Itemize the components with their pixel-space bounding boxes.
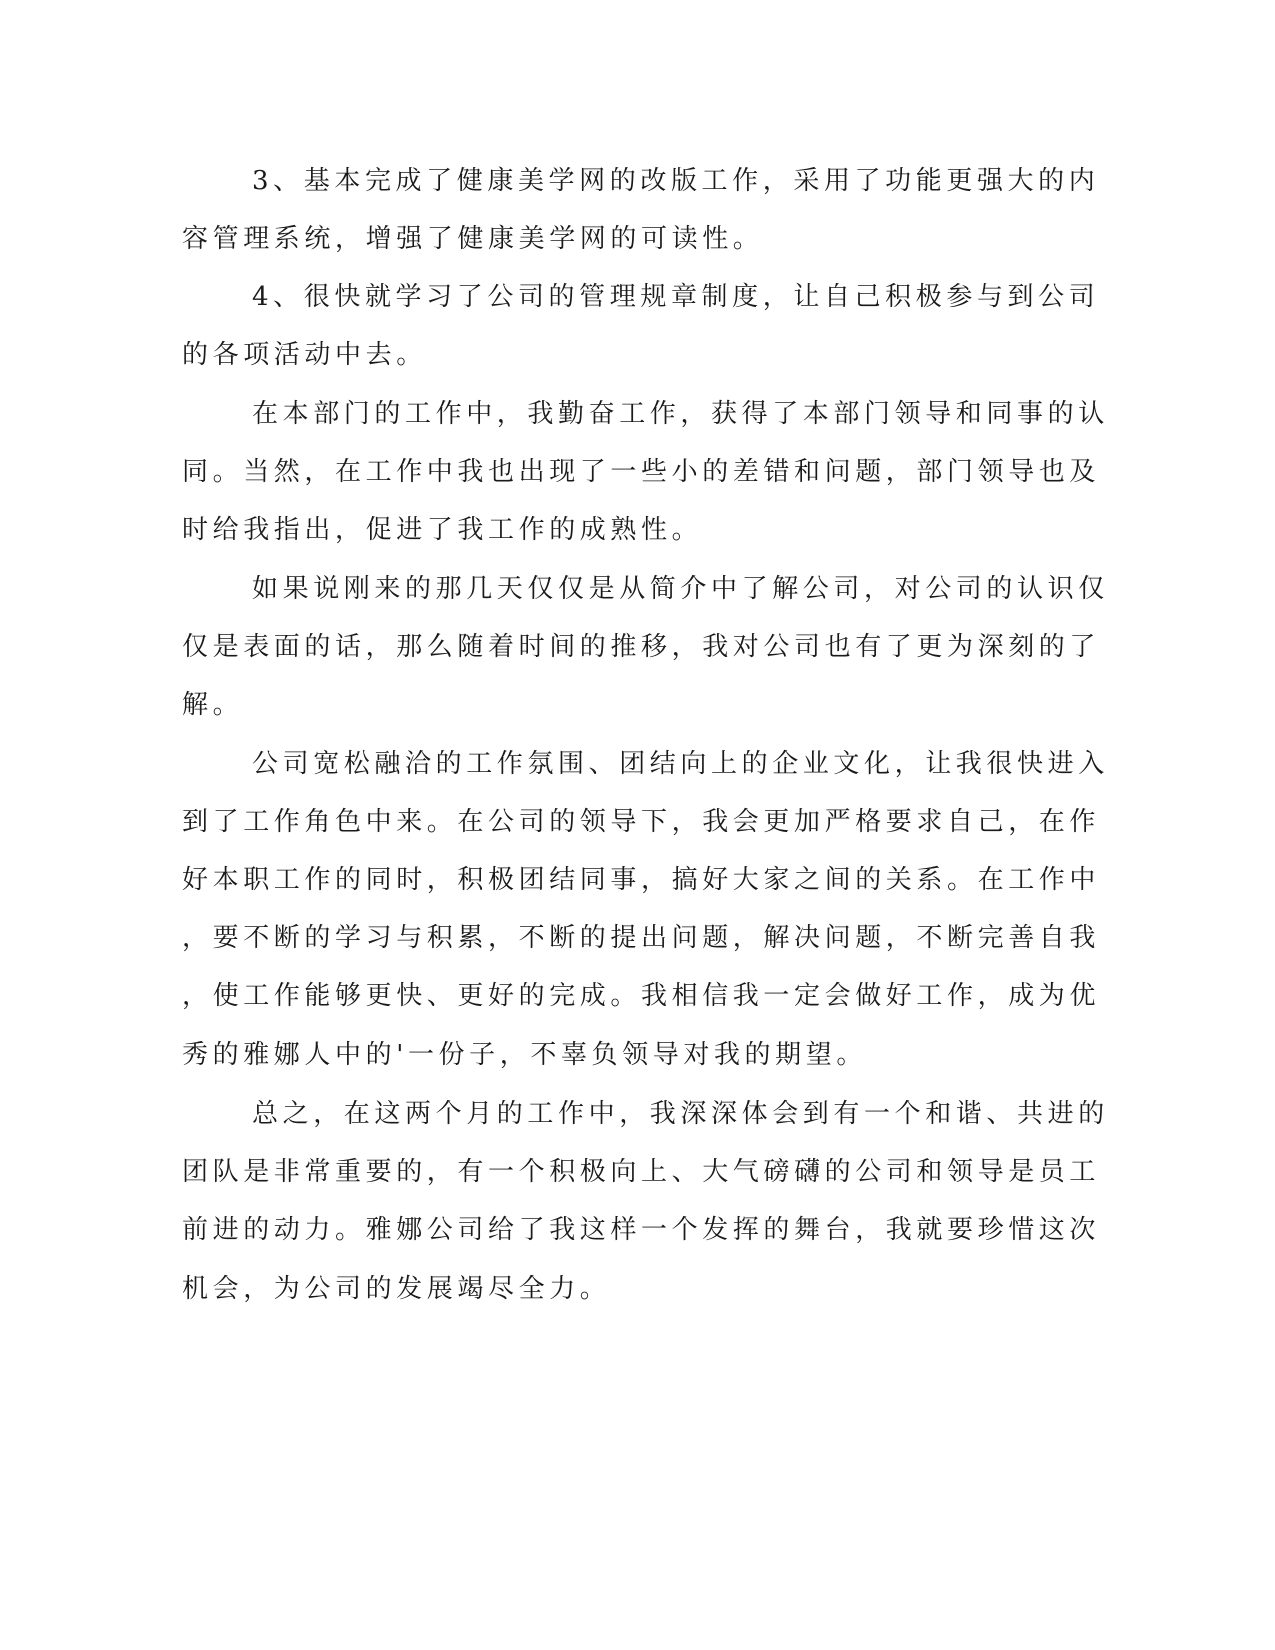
paragraph-5-line-5: ，使工作能够更快、更好的完成。我相信我一定会做好工作，成为优 xyxy=(182,981,1101,1011)
paragraph-5-line-4: ，要不断的学习与积累，不断的提出问题，解决问题，不断完善自我 xyxy=(182,923,1101,953)
paragraph-5-line-3: 好本职工作的同时，积极团结同事，搞好大家之间的关系。在工作中 xyxy=(182,865,1101,895)
paragraph-1-line-2: 容管理系统，增强了健康美学网的可读性。 xyxy=(182,224,764,254)
paragraph-2-line-2: 的各项活动中去。 xyxy=(182,340,427,370)
paragraph-3-line-2: 同。当然，在工作中我也出现了一些小的差错和问题，部门领导也及 xyxy=(182,457,1101,487)
paragraph-5-line-2: 到了工作角色中来。在公司的领导下，我会更加严格要求自己，在作 xyxy=(182,807,1101,837)
paragraph-2-line-1: 4、很快就学习了公司的管理规章制度，让自己积极参与到公司 xyxy=(252,282,1100,312)
paragraph-5-line-6: 秀的雅娜人中的'一份子，不辜负领导对我的期望。 xyxy=(182,1040,867,1070)
paragraph-4-line-1: 如果说刚来的那几天仅仅是从简介中了解公司，对公司的认识仅 xyxy=(252,574,1109,604)
paragraph-6-line-1: 总之，在这两个月的工作中，我深深体会到有一个和谐、共进的 xyxy=(252,1099,1109,1129)
paragraph-3-line-1: 在本部门的工作中，我勤奋工作，获得了本部门领导和同事的认 xyxy=(252,399,1109,429)
paragraph-6-line-3: 前进的动力。雅娜公司给了我这样一个发挥的舞台，我就要珍惜这次 xyxy=(182,1215,1101,1245)
paragraph-6-line-2: 团队是非常重要的，有一个积极向上、大气磅礴的公司和领导是员工 xyxy=(182,1157,1101,1187)
paragraph-4-line-2: 仅是表面的话，那么随着时间的推移，我对公司也有了更为深刻的了 xyxy=(182,632,1101,662)
paragraph-6-line-4: 机会，为公司的发展竭尽全力。 xyxy=(182,1274,611,1304)
paragraph-4-line-3: 解。 xyxy=(182,690,244,720)
paragraph-5-line-1: 公司宽松融洽的工作氛围、团结向上的企业文化，让我很快进入 xyxy=(252,749,1109,779)
paragraph-1-line-1: 3、基本完成了健康美学网的改版工作，采用了功能更强大的内 xyxy=(252,166,1100,196)
paragraph-3-line-3: 时给我指出，促进了我工作的成熟性。 xyxy=(182,515,703,545)
